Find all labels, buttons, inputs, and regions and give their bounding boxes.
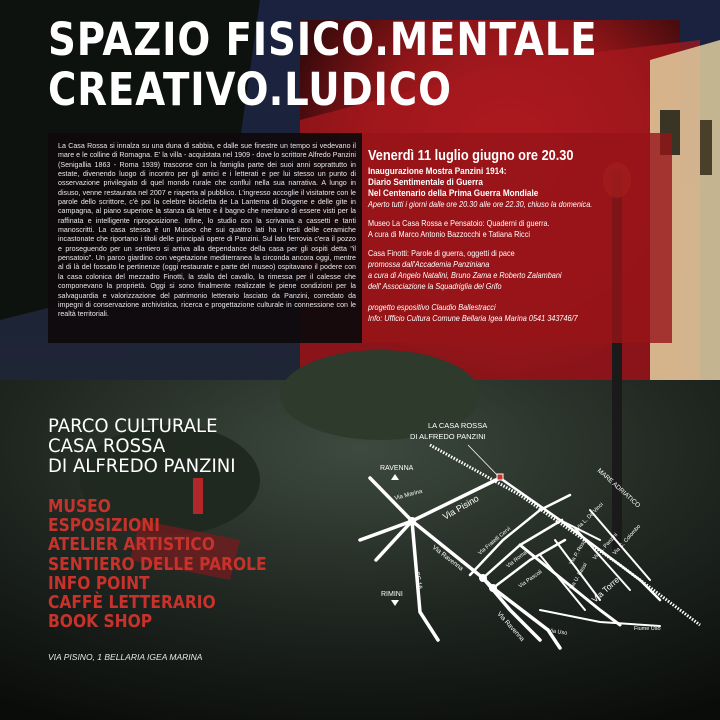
service-item: ESPOSIZIONI [48,515,161,537]
service-item: MUSEO [48,496,111,517]
service-item: ATELIER ARTISTICO [48,534,215,556]
event-finotti-promo: promossa dall'Accademia Panziniana [368,259,490,269]
map-label-via-colombo: Via C. Colombo [612,523,643,557]
road-via-panzini [575,528,630,590]
address: VIA PISINO, 1 BELLARIA IGEA MARINA [48,652,203,662]
event-finotti-assoc: dell' Associazione la Squadriglia del Grifo [368,281,502,291]
road-via-marina [370,478,412,521]
map-label-casa-2: DI ALFREDO PANZINI [410,432,486,441]
direction-arrow-rimini [391,600,399,606]
casa-rossa-marker [497,474,503,480]
map-label-via-rosa: Via P. Rosa [568,538,588,566]
map-label-mare: MARE ADRIATICO [595,467,642,510]
event-museum-curators: A cura di Marco Antonio Bazzocchi e Tatiana Ricci [368,229,530,239]
location-map [340,412,720,652]
map-label-via-da-vinci: Via L. Da Vinci [575,501,605,532]
map-label-fiume-uso: Fiume Uso [634,626,661,632]
service-item: SENTIERO DELLE PAROLE [48,553,267,575]
map-label-via-bassi: Via U. Bassi [568,562,589,591]
direction-arrow-ravenna [391,474,399,480]
main-title-line-1: SPAZIO FISICO.MENTALE [48,13,598,66]
road-via-ravenna [412,521,560,648]
road-via-uso [540,610,660,626]
intro-text: La Casa Rossa si innalza su una duna di sabbia, e dalle sue finestre un tempo si vedevano il mare e le colline di Romagna. E' la villa - acquistata nel 1909 - dove lo scrittore Alfredo Panzini (Senigallia 1863 - Roma 1939) trascorse con la famiglia parte dei suoi anni soprattutto in estate, divenendo luogo di incontro per gli amici e i letterati e per lui stesso un punto di osservazione privilegiato di quel mondo rurale che confluì nella sua narrativa. A lungo in disuso, venne restaurata nel 2007 e riaperta al pubblico. L'ingresso accoglie il visitatore con le parole dello scrittore, c'è poi la celebre bicicletta de La Lanterna di Diogene e delle gite in campagna, al piano superiore la stanza da letto e il bagno che meritano di essere visti per la raffinata e intelligente riproposizione. Infine, lo studio con la scrivania a cassetti e tanti manoscritti. La casa stessa è un Museo che sui quattro lati ha i resti delle ceramiche incastonate che riportano i titoli delle principali opere di Panzini. Sul lato ferrovia c'era il pozzo e proseguendo per un sentiero si arriva alla dependance della casa per gli ospiti detta "il pensatoio". Un parco giardino con vegetazione mediterranea la circonda ancora oggi, mentre al di là del fossato le pertinenze (oggi restaurate e parte del museo) ospitavano il podere con la casa colonica del mezzadro Finotti, la stalla del cavallo, la rimessa per il calesse che componevano la proprietà. Oggi si sono finalmente realizzate le piene condizioni per la salvaguardia e valorizzazione del patrimonio letterario lasciato da Panzini, corredato da impegni di conservazione archivistica, ricerca e progettazione culturale in connessione con le realtà territoriali. [58,142,356,319]
parco-heading [48,416,236,476]
junction-marker [479,574,487,582]
map-label-via-ravenna-1: Via Ravenna [430,544,465,573]
event-info-contact: Info: Ufficio Cultura Comune Bellaria Igea Marina 0541 343746/7 [368,313,578,323]
map-label-via-ravenna-2: Via Ravenna [495,610,526,643]
casa-pointer-line [468,445,500,478]
parco-line-2: CASA ROSSA [48,435,166,457]
main-title-line-2: CREATIVO.LUDICO [48,63,452,116]
event-date: Venerdì 11 luglio giugno ore 20.30 [368,147,574,164]
parco-line-3: DI ALFREDO PANZINI [48,455,236,477]
map-label-via-marina: Via Marina [393,488,424,502]
parco-line-1: PARCO CULTURALE [48,415,218,437]
map-label-via-pisino: Via Pisino [441,493,481,522]
map-label-ss16: SS 16 [413,571,424,590]
road-ss16 [376,521,438,640]
map-label-via-roma: Via Roma [505,550,529,570]
junction-marker [489,584,497,592]
event-centenary: Nel Centenario della Prima Guerra Mondiale [368,188,539,199]
map-label-rimini: RIMINI [381,591,403,598]
event-inauguration: Inaugurazione Mostra Panzini 1914: [368,166,507,177]
map-label-via-fratelli-cervi: Via Fratelli Cervi [477,526,513,557]
services-list [48,497,267,631]
junction-marker [408,517,416,525]
service-item: BOOK SHOP [48,611,153,633]
map-label-via-panzini: Via A. Panzini [592,532,620,562]
map-label-casa-1: LA CASA ROSSA [428,421,488,430]
road-via-fratelli-cervi [470,495,570,575]
map-label-via-torre: Via Torre [589,574,622,605]
event-finotti-line: Casa Finotti: Parole di guerra, oggetti di pace [368,248,515,258]
service-item: INFO POINT [48,572,150,594]
map-label-via-uso: Via Uso [547,628,568,637]
event-project: progetto espositivo Claudio Ballestracci [368,302,496,312]
map-label-ravenna: RAVENNA [380,465,414,472]
event-finotti-curators: a cura di Angelo Natalini, Bruno Zama e Roberto Zalambani [368,270,562,280]
event-hours: Aperto tutti i giorni dalle ore 20.30 alle ore 22.30, chiuso la domenica. [368,199,593,209]
map-label-via-pascoli: Via Pascoli [517,569,544,590]
service-item: CAFFÈ LETTERARIO [48,592,216,614]
event-info [368,147,668,324]
event-exhibit-title: Diario Sentimentale di Guerra [368,177,483,188]
event-museum-line: Museo La Casa Rossa e Pensatoio: Quaderni di guerra. [368,218,550,228]
